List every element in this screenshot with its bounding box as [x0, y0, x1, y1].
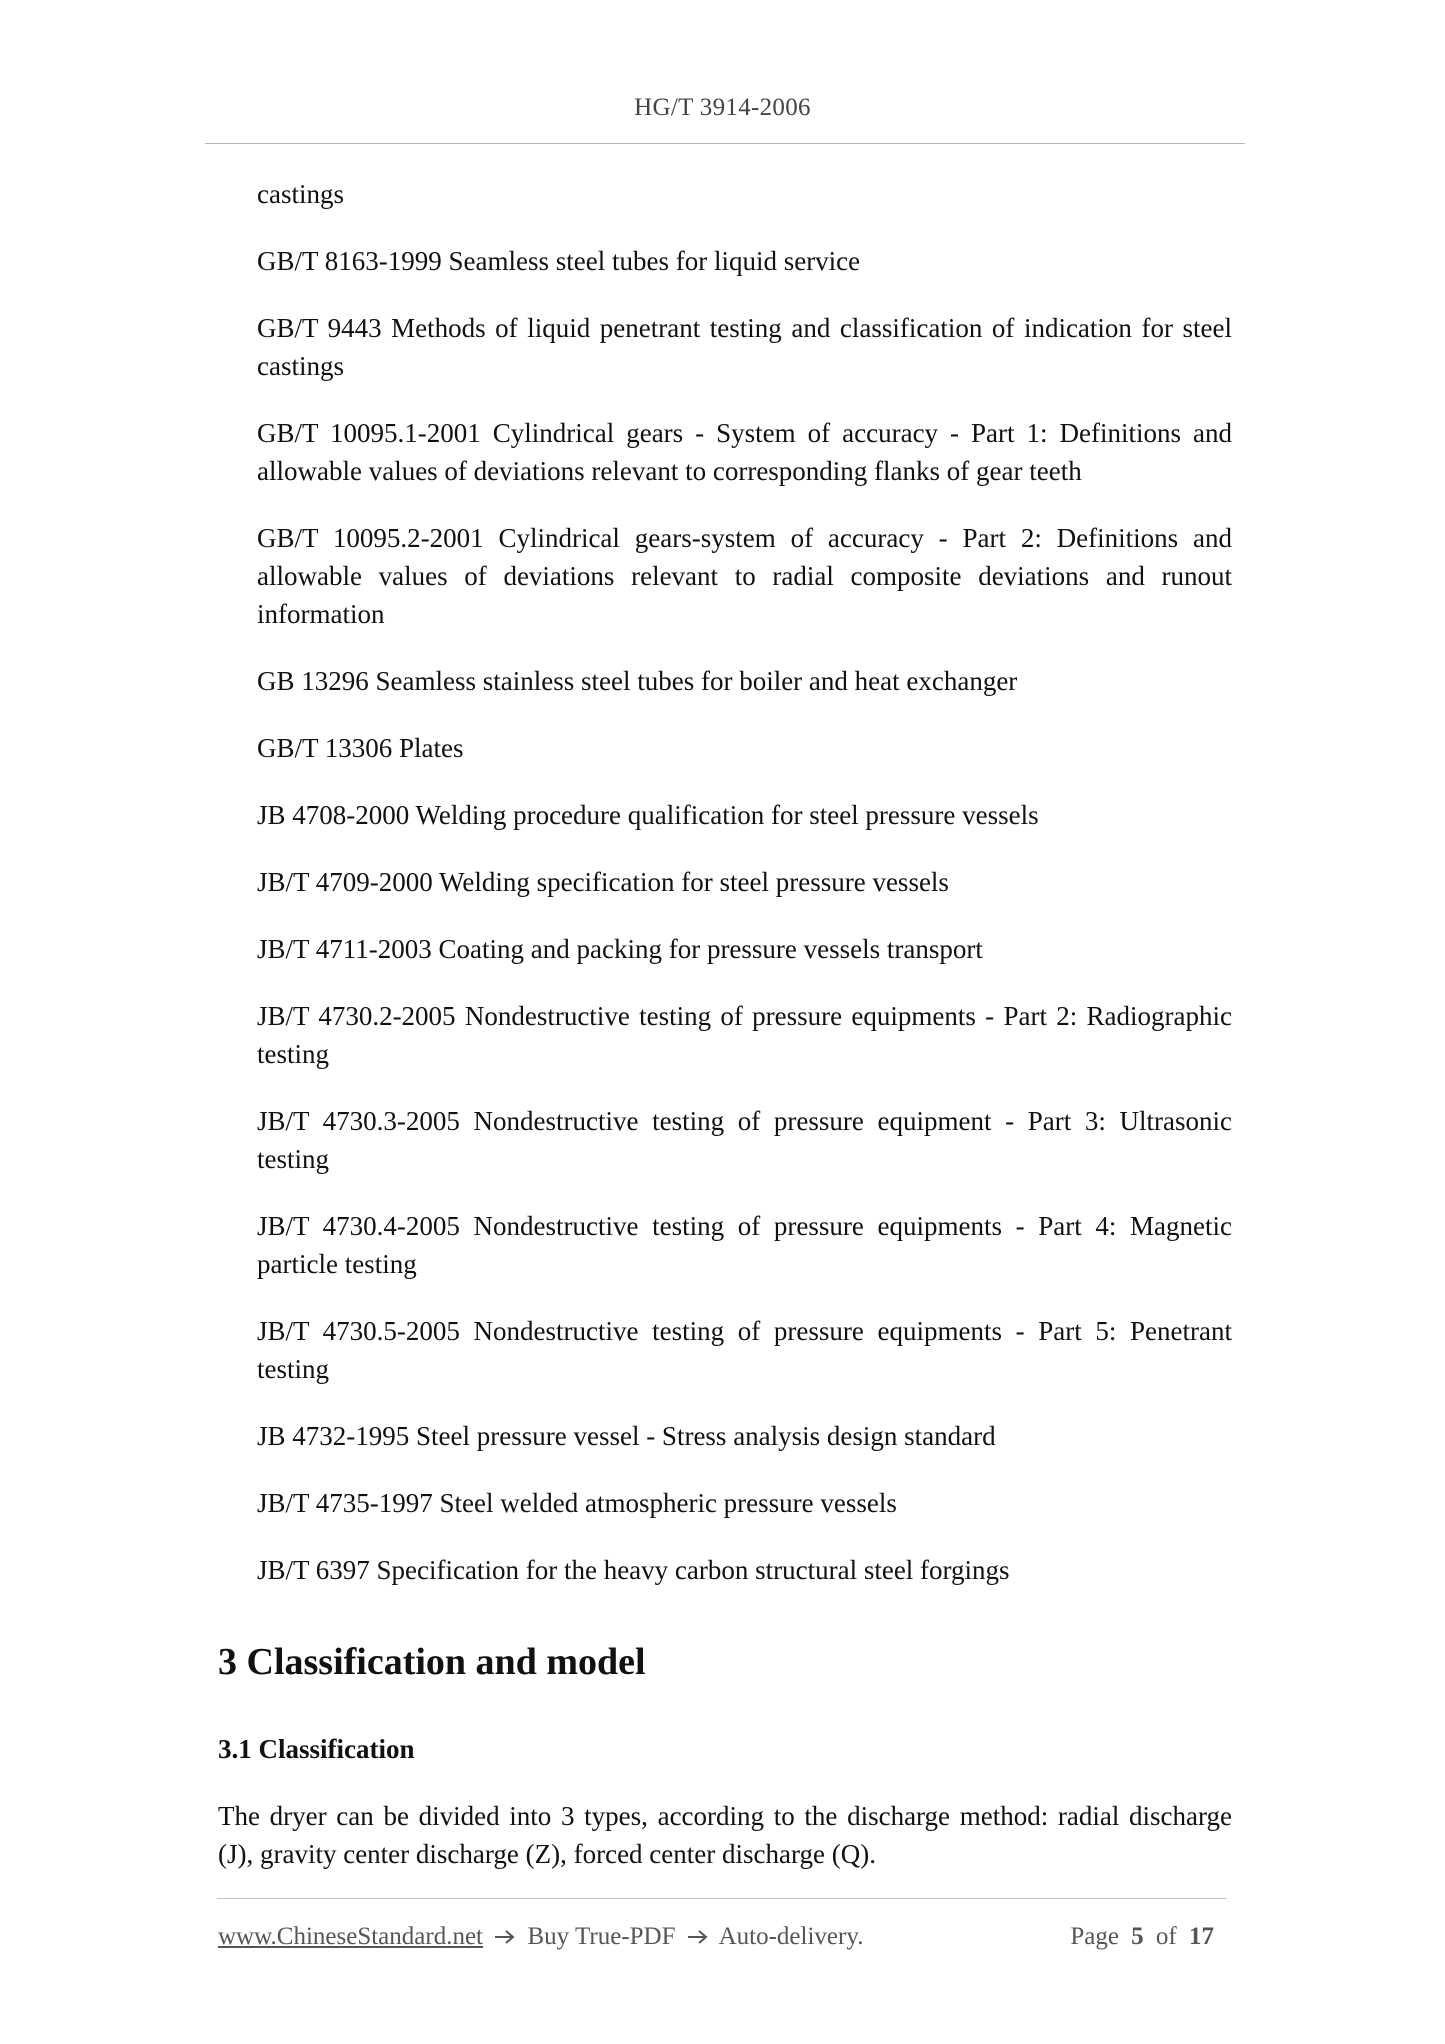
auto-delivery-text: Auto-delivery. [718, 1923, 864, 1950]
document-code-header: HG/T 3914-2006 [634, 94, 811, 121]
buy-pdf-text: Buy True-PDF [527, 1923, 676, 1950]
reference-item: GB/T 13306 Plates [257, 733, 464, 763]
reference-item: JB 4708-2000 Welding procedure qualification for steel pressure vessels [257, 800, 1039, 830]
reference-item: JB/T 4730.5-2005 Nondestructive testing of pressure equipments - Part 5: Penetrant testing [257, 1316, 1232, 1384]
footer-promo [218, 1920, 863, 1954]
page-label: Page [1070, 1923, 1119, 1950]
right-arrow-icon [493, 1928, 517, 1946]
header-divider [205, 143, 1245, 144]
reference-item: JB/T 6397 Specification for the heavy carbon structural steel forgings [257, 1555, 1010, 1585]
reference-item: GB/T 8163-1999 Seamless steel tubes for liquid service [257, 246, 861, 276]
reference-item: GB/T 10095.1-2001 Cylindrical gears - System of accuracy - Part 1: Definitions and allowable values of deviations relevant to corresponding flanks of gear teeth [257, 418, 1232, 486]
right-arrow-icon [686, 1928, 710, 1946]
reference-item: GB/T 9443 Methods of liquid penetrant testing and classification of indication for steel castings [257, 313, 1232, 381]
footer-divider [217, 1898, 1227, 1899]
reference-item: JB/T 4711-2003 Coating and packing for pressure vessels transport [257, 934, 983, 964]
reference-item: castings [257, 179, 344, 209]
reference-item: JB/T 4709-2000 Welding specification for steel pressure vessels [257, 867, 949, 897]
page-of-label: of [1155, 1923, 1177, 1950]
reference-item: JB/T 4730.3-2005 Nondestructive testing of pressure equipment - Part 3: Ultrasonic testing [257, 1106, 1232, 1174]
reference-item: JB 4732-1995 Steel pressure vessel - Stress analysis design standard [257, 1421, 996, 1451]
reference-item: JB/T 4730.2-2005 Nondestructive testing of pressure equipments - Part 2: Radiographic testing [257, 1001, 1232, 1069]
website-link[interactable]: www.ChineseStandard.net [218, 1923, 483, 1950]
classification-paragraph: The dryer can be divided into 3 types, according to the discharge method: radial discharge (J), gravity center discharge (Z), forced center discharge (Q). [218, 1801, 1232, 1869]
normative-references-list [257, 175, 1232, 1618]
reference-item: JB/T 4730.4-2005 Nondestructive testing of pressure equipments - Part 4: Magnetic particle testing [257, 1211, 1232, 1279]
section-heading: 3 Classification and model [218, 1641, 646, 1683]
reference-item: GB/T 10095.2-2001 Cylindrical gears-system of accuracy - Part 2: Definitions and allowable values of deviations relevant to radial composite deviations and runout information [257, 523, 1232, 629]
reference-item: JB/T 4735-1997 Steel welded atmospheric pressure vessels [257, 1488, 897, 1518]
reference-item: GB 13296 Seamless stainless steel tubes for boiler and heat exchanger [257, 666, 1018, 696]
subsection-heading: 3.1 Classification [218, 1734, 415, 1764]
page-indicator [1070, 1920, 1220, 1954]
page-total: 17 [1189, 1923, 1214, 1950]
page-current: 5 [1131, 1923, 1144, 1950]
